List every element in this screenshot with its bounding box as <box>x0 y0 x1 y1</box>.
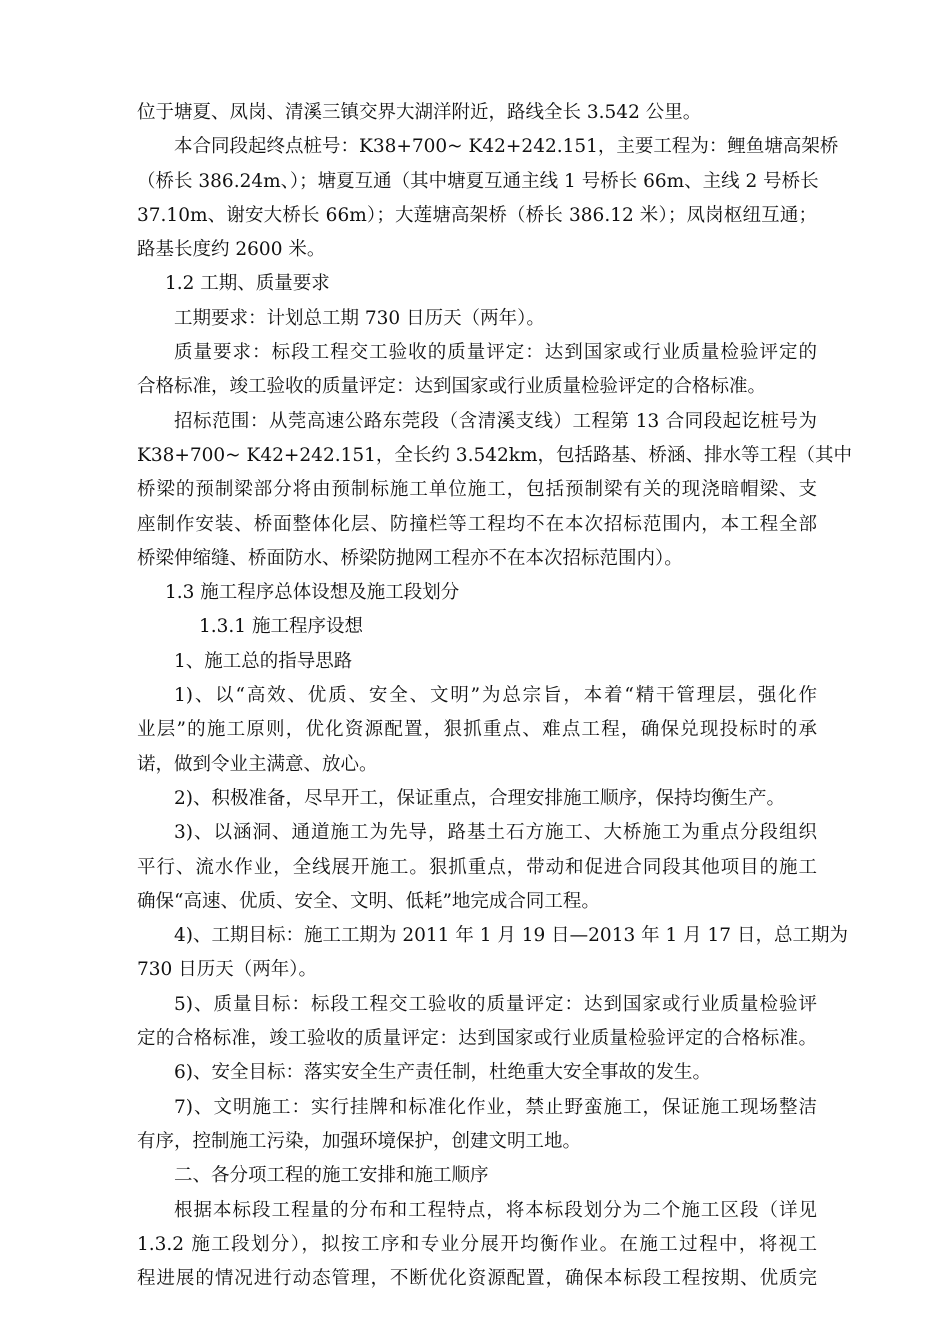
text-line: 730 日历天（两年）。 <box>137 959 317 981</box>
list-item: 4)、工期目标：施工工期为 2011 年 1 月 19 日—2013 年 1 月 17 日，总工期为 <box>174 925 848 947</box>
text-line: 定的合格标准，竣工验收的质量评定：达到国家或行业质量检验评定的合格标准。 <box>137 1028 817 1050</box>
text-line: 有序，控制施工污染，加强环境保护，创建文明工地。 <box>137 1130 582 1152</box>
text-line: 1.3.2 施工段划分），拟按工序和专业分展开均衡作业。在施工过程中，将视工 <box>137 1233 817 1255</box>
list-item: 3)、以涵洞、通道施工为先导，路基土石方施工、大桥施工为重点分段组织 <box>174 822 817 844</box>
text-line: （桥长 386.24m、）；塘夏互通（其中塘夏互通主线 1 号桥长 66m、主线 2 号桥长 <box>137 170 819 192</box>
text-line: 桥梁伸缩缝、桥面防水、桥梁防抛网工程亦不在本次招标范围内）。 <box>137 547 683 569</box>
text-line: 业层”的施工原则，优化资源配置，狠抓重点、难点工程，确保兑现投标时的承 <box>137 719 817 741</box>
text-line: 座制作安装、桥面整体化层、防撞栏等工程均不在本次招标范围内，本工程全部 <box>137 513 817 535</box>
list-item: 2)、积极准备，尽早开工，保证重点，合理安排施工顺序，保持均衡生产。 <box>174 787 785 809</box>
section-heading: 1.3 施工程序总体设想及施工段划分 <box>165 582 460 604</box>
paragraph-line: 质量要求：标段工程交工验收的质量评定：达到国家或行业质量检验评定的 <box>174 342 817 364</box>
paragraph-line: 工期要求：计划总工期 730 日历天（两年）。 <box>174 307 545 329</box>
paragraph-line: 本合同段起终点桩号：K38+700~ K42+242.151，主要工程为：鲤鱼塘高架桥 <box>174 136 839 158</box>
document-body <box>137 96 853 1296</box>
list-heading: 1、施工总的指导思路 <box>174 650 353 672</box>
text-line: 平行、流水作业，全线展开施工。狠抓重点，带动和促进合同段其他项目的施工 <box>137 856 817 878</box>
paragraph-line: 招标范围：从莞高速公路东莞段（含清溪支线）工程第 13 合同段起讫桩号为 <box>174 410 817 432</box>
text-line: 37.10m、谢安大桥长 66m）；大莲塘高架桥（桥长 386.12 米）；凤岗枢纽互通； <box>137 204 817 226</box>
text-line: 合格标准，竣工验收的质量评定：达到国家或行业质量检验评定的合格标准。 <box>137 376 767 398</box>
text-line: K38+700~ K42+242.151，全长约 3.542km，包括路基、桥涵、排水等工程（其中 <box>137 444 853 466</box>
list-item: 6)、安全目标：落实安全生产责任制，杜绝重大安全事故的发生。 <box>174 1062 711 1084</box>
text-line: 路基长度约 2600 米。 <box>137 239 326 261</box>
text-line: 诺，做到令业主满意、放心。 <box>137 753 378 775</box>
list-item: 7)、文明施工：实行挂牌和标准化作业，禁止野蛮施工，保证施工现场整洁 <box>174 1096 817 1118</box>
text-line: 确保“高速、优质、安全、文明、低耗”地完成合同工程。 <box>137 890 600 912</box>
paragraph-line: 根据本标段工程量的分布和工程特点，将本标段划分为二个施工区段（详见 <box>174 1199 817 1221</box>
section-heading: 二、各分项工程的施工安排和施工顺序 <box>174 1165 489 1187</box>
text-line: 桥梁的预制梁部分将由预制标施工单位施工，包括预制梁有关的现浇暗帽梁、支 <box>137 479 817 501</box>
list-item: 1)、以“高效、优质、安全、文明”为总宗旨，本着“精干管理层，强化作 <box>174 685 817 707</box>
text-line: 程进展的情况进行动态管理，不断优化资源配置，确保本标段工程按期、优质完 <box>137 1268 817 1290</box>
section-heading: 1.2 工期、质量要求 <box>165 273 330 295</box>
text-line: 位于塘夏、凤岗、清溪三镇交界大湖洋附近，路线全长 3.542 公里。 <box>137 102 702 123</box>
list-item: 5)、质量目标：标段工程交工验收的质量评定：达到国家或行业质量检验评 <box>174 993 817 1015</box>
subsection-heading: 1.3.1 施工程序设想 <box>199 616 363 638</box>
